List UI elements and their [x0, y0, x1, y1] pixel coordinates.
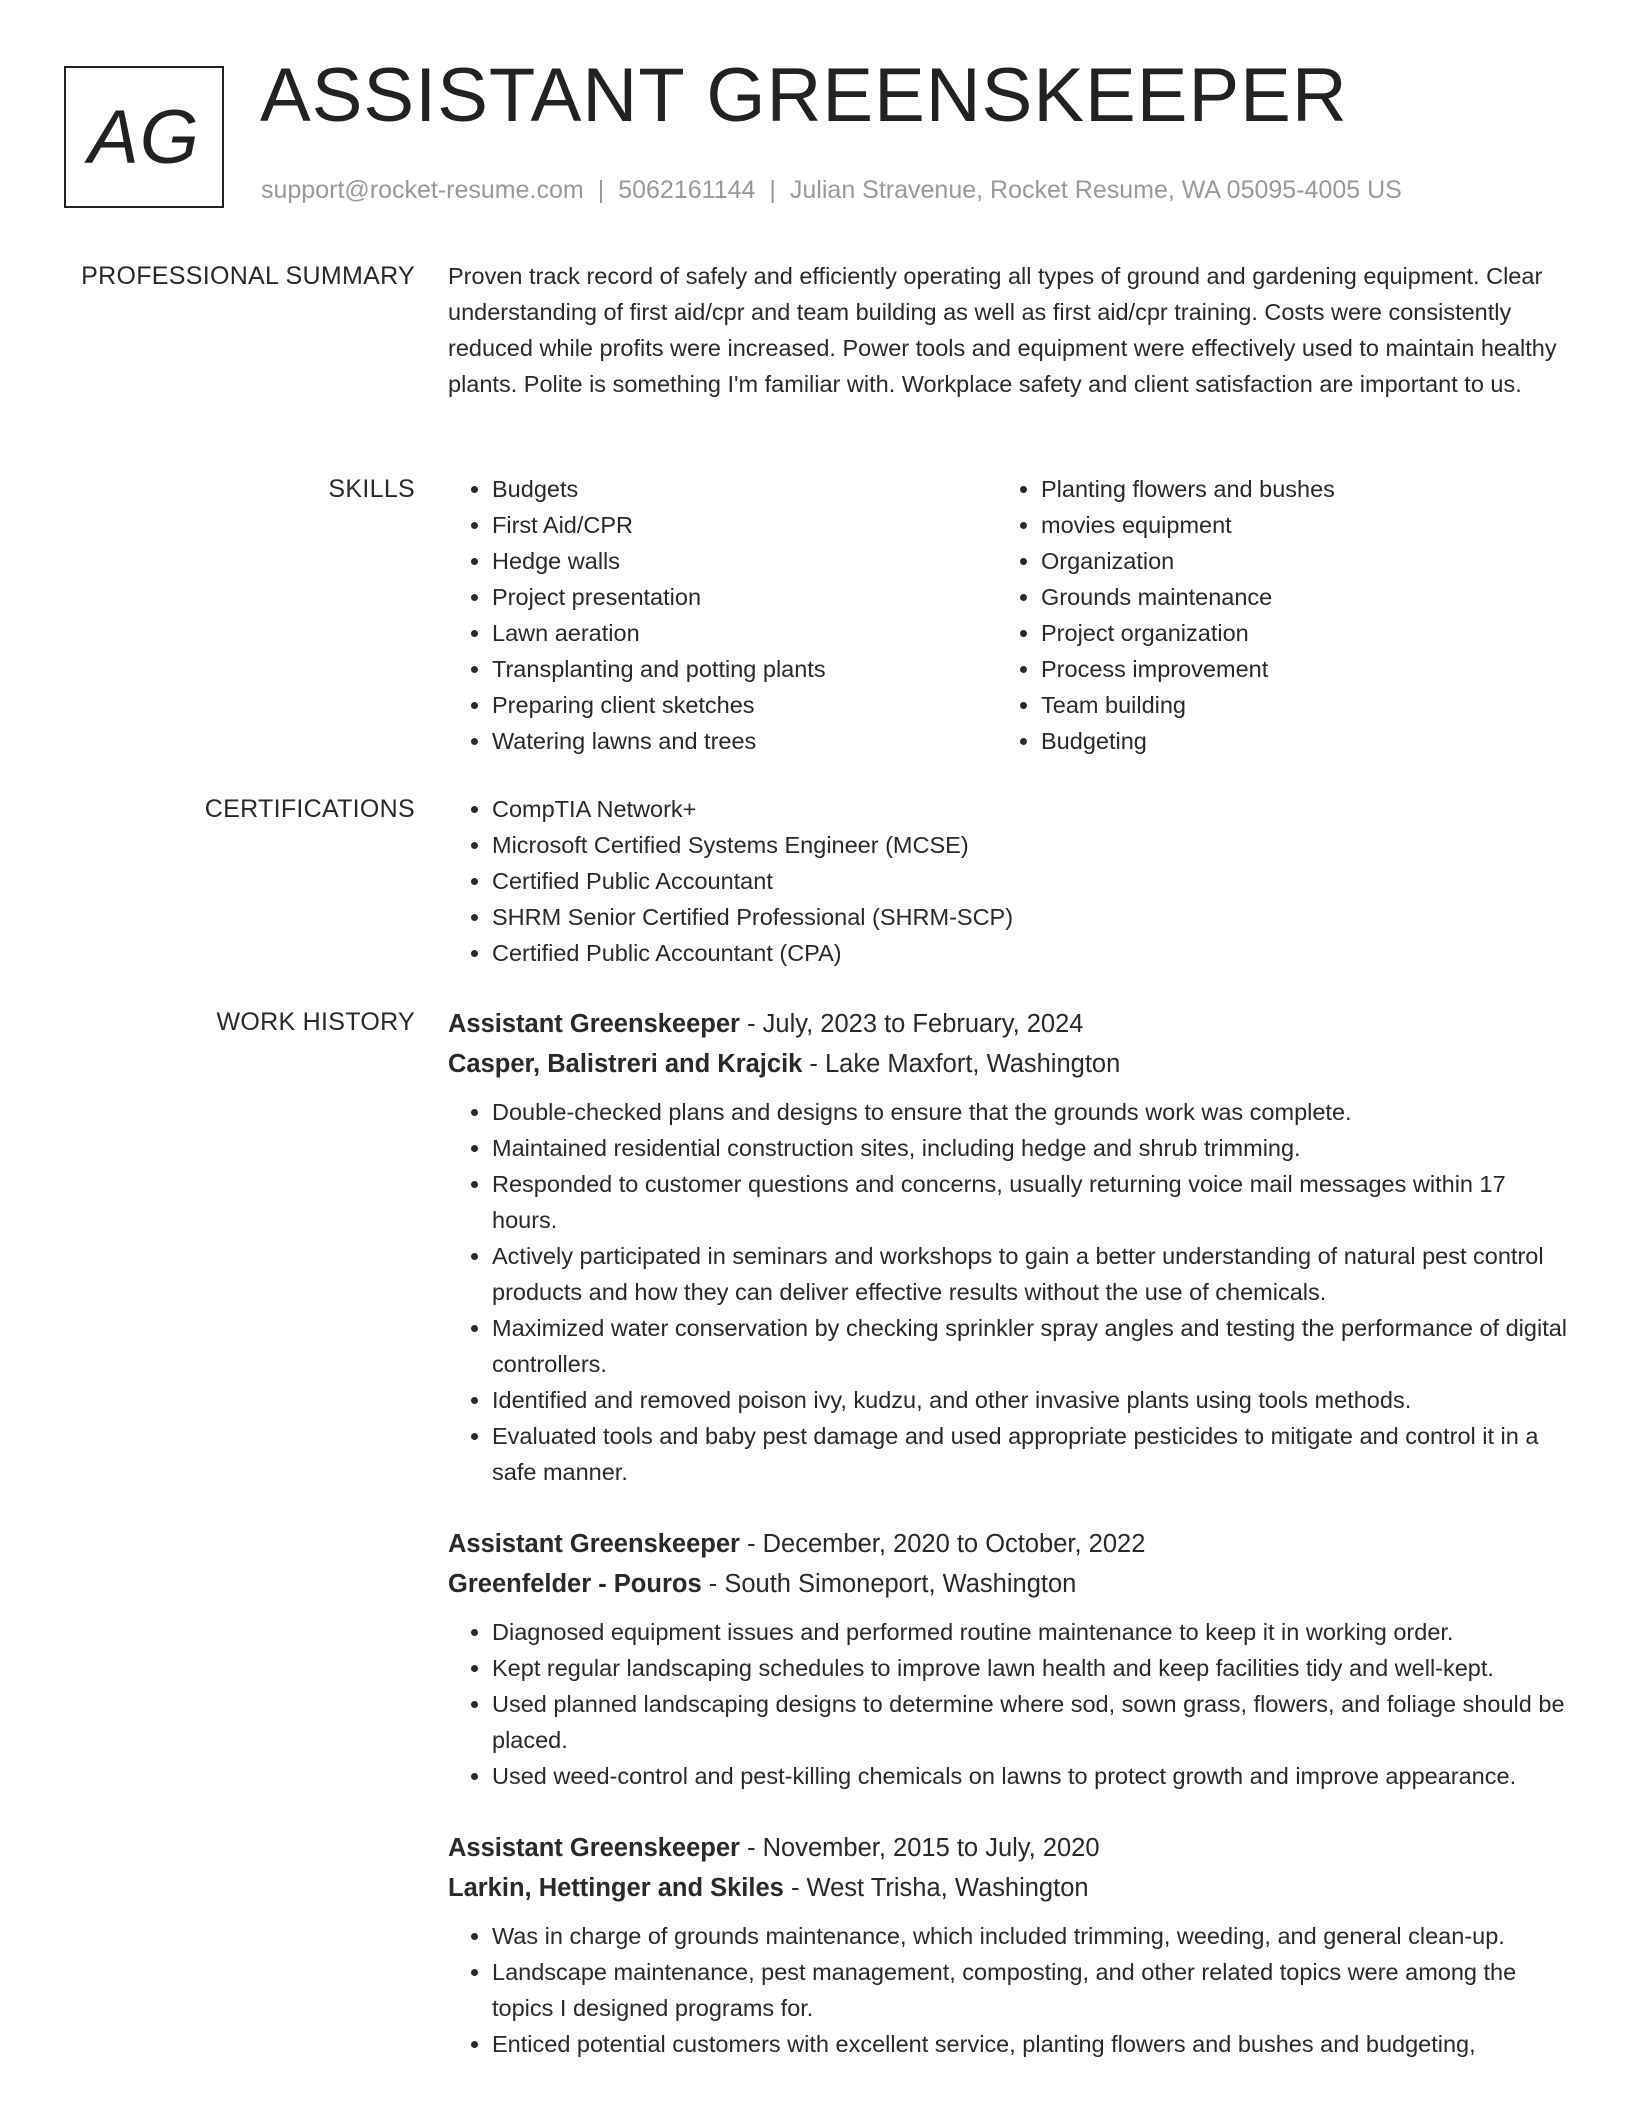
- section-label-skills: SKILLS: [328, 475, 415, 503]
- job-bullet: • Identified and removed poison ivy, kudzu, and other invasive plants using tools methods.: [492, 1382, 1568, 1418]
- contact-email: support@rocket-resume.com: [261, 176, 584, 204]
- skill-item: • Budgets: [492, 471, 997, 507]
- job-location: - Lake Maxfort, Washington: [802, 1050, 1121, 1078]
- skills-columns: [448, 471, 1568, 759]
- job-bullet: • Landscape maintenance, pest management, composting, and other related topics were among the topics I designed programs for.: [492, 1954, 1568, 2026]
- certification-item: • Certified Public Accountant (CPA): [492, 935, 1568, 971]
- section-label-summary: PROFESSIONAL SUMMARY: [81, 262, 415, 290]
- certifications-list: [448, 791, 1568, 971]
- job-bullets: [448, 1614, 1568, 1794]
- job-bullets: [448, 1918, 1568, 2062]
- certification-item: • Microsoft Certified Systems Engineer (MCSE): [492, 827, 1568, 863]
- job-company-line: [448, 1044, 1568, 1084]
- skill-item: • Lawn aeration: [492, 615, 997, 651]
- skill-item: • Watering lawns and trees: [492, 723, 997, 759]
- section-label-certifications: CERTIFICATIONS: [204, 795, 415, 823]
- job-bullet: • Maximized water conservation by checking sprinkler spray angles and testing the performance of digital controllers.: [492, 1310, 1568, 1382]
- job-bullet: • Enticed potential customers with excellent service, planting flowers and bushes and budgeting,: [492, 2026, 1568, 2062]
- job-title-line: [448, 1524, 1568, 1564]
- skill-item: • Preparing client sketches: [492, 687, 997, 723]
- contact-separator: |: [769, 176, 776, 204]
- job-company: Larkin, Hettinger and Skiles: [448, 1874, 784, 1902]
- candidate-title: ASSISTANT GREENSKEEPER: [260, 53, 1348, 138]
- job-bullet: • Double-checked plans and designs to ensure that the grounds work was complete.: [492, 1094, 1568, 1130]
- certification-item: • CompTIA Network+: [492, 791, 1568, 827]
- skill-item: • Organization: [1041, 543, 1546, 579]
- job-dates: - November, 2015 to July, 2020: [739, 1834, 1100, 1862]
- contact-phone: 5062161144: [618, 176, 756, 204]
- skill-item: • Hedge walls: [492, 543, 997, 579]
- contact-separator: |: [597, 176, 605, 204]
- certification-item: • SHRM Senior Certified Professional (SHRM-SCP): [492, 899, 1568, 935]
- job-entry: [448, 1524, 1568, 1794]
- skill-item: • Project presentation: [492, 579, 997, 615]
- section-label-work-history: WORK HISTORY: [216, 1008, 415, 1036]
- skill-item: • Transplanting and potting plants: [492, 651, 997, 687]
- job-entry: [448, 1828, 1568, 2062]
- job-company: Greenfelder - Pouros: [448, 1570, 702, 1598]
- job-title: Assistant Greenskeeper: [448, 1530, 740, 1558]
- job-bullet: • Diagnosed equipment issues and performed routine maintenance to keep it in working order.: [492, 1614, 1568, 1650]
- skills-column-1: [448, 471, 997, 759]
- certification-item: • Certified Public Accountant: [492, 863, 1568, 899]
- job-company-line: [448, 1564, 1568, 1604]
- work-history-body: [448, 1004, 1568, 2062]
- monogram-badge: AG: [64, 66, 224, 208]
- job-bullet: • Used planned landscaping designs to determine where sod, sown grass, flowers, and foliage should be placed.: [492, 1686, 1568, 1758]
- job-company: Casper, Balistreri and Krajcik: [448, 1050, 803, 1078]
- skill-item: • Budgeting: [1041, 723, 1546, 759]
- job-location: - South Simoneport, Washington: [701, 1570, 1077, 1598]
- job-title: Assistant Greenskeeper: [448, 1010, 740, 1038]
- job-bullets: [448, 1094, 1568, 1490]
- job-location: - West Trisha, Washington: [783, 1874, 1089, 1902]
- job-title-line: [448, 1004, 1568, 1044]
- skill-item: • movies equipment: [1041, 507, 1546, 543]
- job-title-line: [448, 1828, 1568, 1868]
- skill-item: • Project organization: [1041, 615, 1546, 651]
- job-bullet: • Responded to customer questions and concerns, usually returning voice mail messages within 17 hours.: [492, 1166, 1568, 1238]
- job-bullet: • Actively participated in seminars and workshops to gain a better understanding of natural pest control products and how they can deliver effective results without the use of chemicals.: [492, 1238, 1568, 1310]
- job-dates: - December, 2020 to October, 2022: [739, 1530, 1146, 1558]
- skills-column-2: [997, 471, 1546, 759]
- job-bullet: • Was in charge of grounds maintenance, which included trimming, weeding, and general clean-up.: [492, 1918, 1568, 1954]
- skill-item: • Team building: [1041, 687, 1546, 723]
- skill-item: • First Aid/CPR: [492, 507, 997, 543]
- job-bullet: • Evaluated tools and baby pest damage and used appropriate pesticides to mitigate and control it in a safe manner.: [492, 1418, 1568, 1490]
- skill-item: • Process improvement: [1041, 651, 1546, 687]
- summary-text: Proven track record of safely and efficiently operating all types of ground and gardening equipment. Clear understanding of first aid/cpr and team building as well as first aid/cpr training. Costs were consistently reduced while profits were increased. Power tools and equipment were effectively used to maintain healthy plants. Polite is something I'm familiar with. Workplace safety and client satisfaction are important to us.: [448, 263, 1557, 397]
- job-entry: [448, 1004, 1568, 1490]
- job-title: Assistant Greenskeeper: [448, 1834, 740, 1862]
- job-dates: - July, 2023 to February, 2024: [739, 1010, 1084, 1038]
- certifications-body: [448, 791, 1568, 971]
- skill-item: • Planting flowers and bushes: [1041, 471, 1546, 507]
- contact-address: Julian Stravenue, Rocket Resume, WA 05095-4005 US: [789, 176, 1402, 204]
- job-company-line: [448, 1868, 1568, 1908]
- job-bullet: • Kept regular landscaping schedules to improve lawn health and keep facilities tidy and well-kept.: [492, 1650, 1568, 1686]
- contact-line: [261, 176, 1402, 205]
- job-bullet: • Used weed-control and pest-killing chemicals on lawns to protect growth and improve appearance.: [492, 1758, 1568, 1794]
- job-bullet: • Maintained residential construction sites, including hedge and shrub trimming.: [492, 1130, 1568, 1166]
- skill-item: • Grounds maintenance: [1041, 579, 1546, 615]
